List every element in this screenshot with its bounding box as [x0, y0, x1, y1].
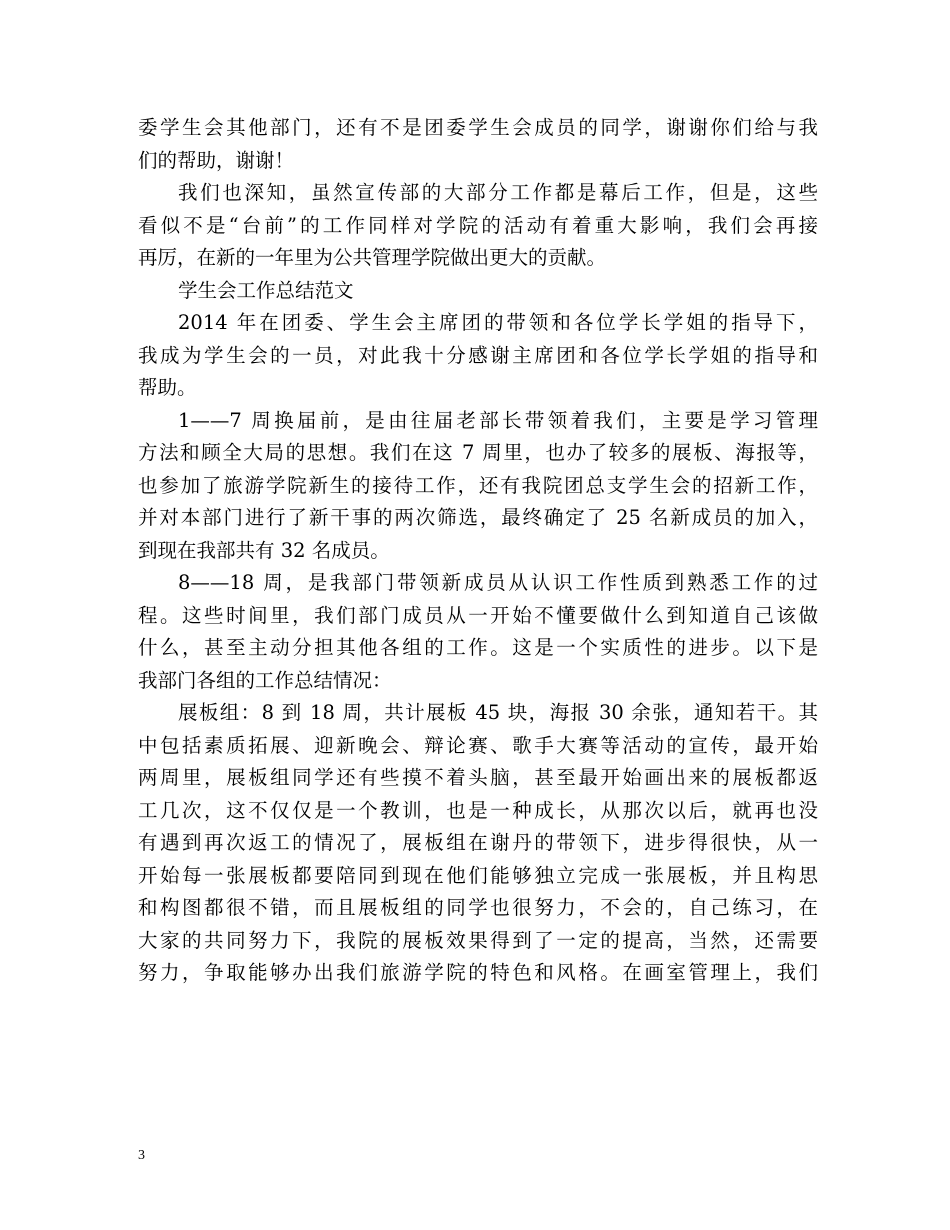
text-line: 们的帮助，谢谢！ — [138, 148, 295, 172]
text-line: 两周里，展板组同学还有些摸不着头脑，甚至最开始画出来的展板都返 — [138, 766, 818, 789]
text-line: 工几次，这不仅仅是一个教训，也是一种成长，从那次以后，就再也没 — [138, 798, 818, 822]
paragraph-first-line: 展板组：8 到 18 周，共计展板 45 块，海报 30 余张，通知若干。其 — [178, 701, 818, 724]
paragraph-first-line: 8——18 周，是我部门带领新成员从认识工作性质到熟悉工作的过 — [178, 571, 818, 594]
text-line: 大家的共同努力下，我院的展板效果得到了一定的提高，当然，还需要 — [138, 928, 818, 952]
text-line: 开始每一张展板都要陪同到现在他们能够独立完成一张展板，并且构思 — [138, 863, 818, 887]
text-line: 程。这些时间里，我们部门成员从一开始不懂要做什么到知道自己该做 — [138, 603, 818, 627]
text-line: 委学生会其他部门，还有不是团委学生会成员的同学，谢谢你们给与我 — [138, 116, 818, 139]
text-line: 努力，争取能够办出我们旅游学院的特色和风格。在画室管理上，我们 — [138, 961, 818, 984]
paragraph-first-line: 我们也深知，虽然宣传部的大部分工作都是幕后工作，但是，这些 — [178, 181, 818, 204]
paragraph-first-line: 1——7 周换届前，是由往届老部长带领着我们，主要是学习管理 — [178, 408, 818, 432]
text-line: 帮助。 — [138, 376, 197, 399]
text-line: 并对本部门进行了新干事的两次筛选，最终确定了 25 名新成员的加入， — [138, 506, 818, 529]
paragraph-first-line: 2014 年在团委、学生会主席团的带领和各位学长学姐的指导下， — [178, 311, 818, 334]
text-line: 也参加了旅游学院新生的接待工作，还有我院团总支学生会的招新工作， — [138, 473, 818, 497]
text-line: 什么，甚至主动分担其他各组的工作。这是一个实质性的进步。以下是 — [138, 636, 818, 659]
text-line: 看似不是“台前”的工作同样对学院的活动有着重大影响，我们会再接 — [138, 213, 818, 237]
text-line: 方法和顾全大局的思想。我们在这 7 周里，也办了较多的展板、海报等， — [138, 441, 818, 464]
section-heading: 学生会工作总结范文 — [178, 278, 354, 302]
text-line: 再厉，在新的一年里为公共管理学院做出更大的贡献。 — [138, 246, 607, 269]
document-body — [138, 112, 818, 990]
text-line: 和构图都很不错，而且展板组的同学也很努力，不会的，自己练习，在 — [138, 896, 818, 919]
page-number: 3 — [138, 1148, 145, 1163]
text-line: 有遇到再次返工的情况了，展板组在谢丹的带领下，进步得很快，从一 — [138, 831, 818, 854]
text-line: 我成为学生会的一员，对此我十分感谢主席团和各位学长学姐的指导和 — [138, 343, 818, 367]
text-line: 我部门各组的工作总结情况： — [138, 668, 392, 692]
text-line: 到现在我部共有 32 名成员。 — [138, 538, 390, 562]
text-line: 中包括素质拓展、迎新晚会、辩论赛、歌手大赛等活动的宣传，最开始 — [138, 733, 818, 757]
